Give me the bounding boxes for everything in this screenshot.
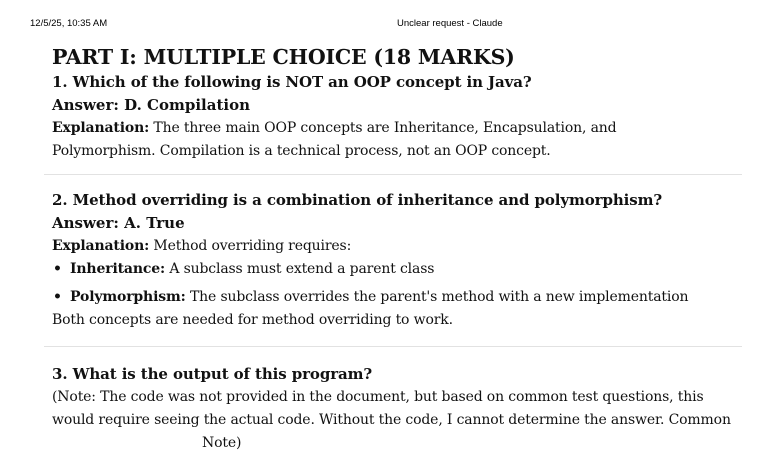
explanation-text: Method overriding requires: <box>149 238 352 254</box>
explanation-text: The three main OOP concepts are Inheritance, Encapsulation, and <box>149 120 617 136</box>
bullet-dot-icon: • <box>53 261 62 277</box>
question-3-title: 3. What is the output of this program? <box>52 365 373 383</box>
question-3-note-cont-2: Note) <box>202 435 242 451</box>
question-3-note-cont: would require seeing the actual code. Without the code, I cannot determine the answer. Common <box>52 412 731 428</box>
question-1-explanation-cont: Polymorphism. Compilation is a technical process, not an OOP concept. <box>52 143 551 159</box>
print-date: 12/5/25, 10:35 AM <box>30 18 108 29</box>
bullet-dot-icon: • <box>53 289 62 305</box>
question-2-answer: Answer: A. True <box>52 214 185 232</box>
explanation-label: Explanation: <box>52 238 150 254</box>
print-page-title: Unclear request - Claude <box>397 18 503 29</box>
part-title: PART I: MULTIPLE CHOICE (18 MARKS) <box>52 45 515 69</box>
print-header <box>0 18 784 32</box>
explanation-label: Explanation: <box>52 120 150 136</box>
question-1-explanation <box>52 117 742 140</box>
question-2-title: 2. Method overriding is a combination of inheritance and polymorphism? <box>52 191 663 209</box>
bullet-text: A subclass must extend a parent class <box>165 261 435 277</box>
bullet-label: Polymorphism: <box>70 289 186 305</box>
bullet-item-polymorphism <box>52 286 742 309</box>
question-3-note: (Note: The code was not provided in the document, but based on common test questions, this <box>52 389 704 405</box>
bullet-label: Inheritance: <box>70 261 166 277</box>
document-content <box>52 44 742 455</box>
question-3 <box>52 363 742 455</box>
question-1-title: 1. Which of the following is NOT an OOP concept in Java? <box>52 73 532 91</box>
question-1 <box>52 71 742 163</box>
question-2 <box>52 189 742 332</box>
question-2-explanation <box>52 235 742 258</box>
explanation-bullet-list <box>52 258 742 309</box>
question-1-answer: Answer: D. Compilation <box>52 96 250 114</box>
question-2-conclusion: Both concepts are needed for method overriding to work. <box>52 312 453 328</box>
bullet-text: The subclass overrides the parent's method with a new implementation <box>185 289 689 305</box>
section-divider <box>44 174 742 175</box>
bullet-item-inheritance <box>52 258 742 281</box>
section-divider <box>44 346 742 347</box>
